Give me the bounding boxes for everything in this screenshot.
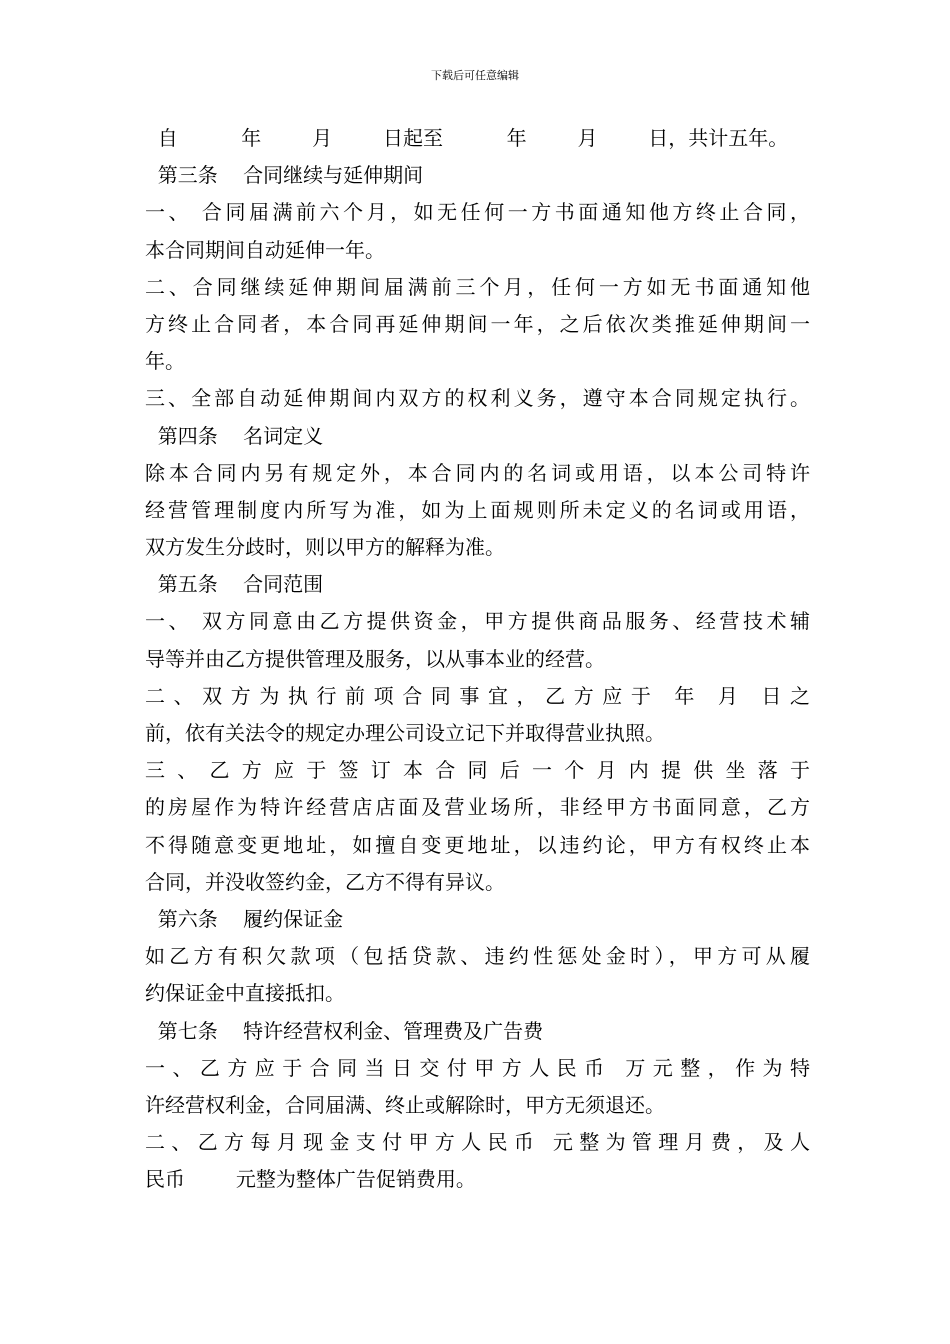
text-line: 的房屋作为特许经营店店面及营业场所，非经甲方书面同意，乙方 [145, 795, 810, 820]
text-line: 二、合同继续延伸期间届满前三个月，任何一方如无书面通知他 [145, 274, 810, 299]
text-line: 第五条 合同范围 [145, 572, 324, 597]
text-line: 年。 [145, 349, 185, 374]
text-line: 二、双方为执行前项合同事宜，乙方应于 年 月 日之 [145, 683, 810, 708]
text-line: 一、乙方应于合同当日交付甲方人民币 万元整，作为特 [145, 1055, 810, 1080]
text-line: 双方发生分歧时，则以甲方的解释为准。 [145, 535, 505, 560]
text-line: 第四条 名词定义 [145, 423, 324, 448]
text-line: 自 年 月 日起至 年 月 日，共计五年。 [145, 126, 789, 150]
text-line: 不得随意变更地址，如擅自变更地址，以违约论，甲方有权终止本 [145, 832, 810, 857]
text-line: 约保证金中直接抵扣。 [145, 981, 345, 1006]
text-line: 三、全部自动延伸期间内双方的权利义务，遵守本合同规定执行。 [145, 386, 810, 411]
text-line: 本合同期间自动延伸一年。 [145, 237, 385, 262]
text-line: 除本合同内另有规定外，本合同内的名词或用语，以本公司特许 [145, 460, 810, 485]
text-line: 导等并由乙方提供管理及服务，以从事本业的经营。 [145, 646, 605, 671]
page-header: 下载后可任意编辑 [431, 69, 519, 82]
text-line: 如乙方有积欠款项（包括贷款、违约性惩处金时），甲方可从履 [145, 944, 810, 969]
text-line: 第三条 合同继续与延伸期间 [145, 163, 424, 188]
text-line: 合同，并没收签约金，乙方不得有异议。 [145, 869, 505, 894]
document-body [145, 120, 810, 1198]
text-line: 民币 元整为整体广告促销费用。 [145, 1167, 476, 1192]
text-line: 三 、 乙 方 应 于 签 订 本 合 同 后 一 个 月 内 提 供 坐 落 于 [145, 758, 810, 783]
text-line: 一、 双方同意由乙方提供资金，甲方提供商品服务、经营技术辅 [145, 609, 810, 634]
text-line: 经营管理制度内所写为准，如为上面规则所未定义的名词或用语， [145, 497, 810, 522]
text-line: 前，依有关法令的规定办理公司设立记下并取得营业执照。 [145, 721, 665, 745]
text-line: 二、乙方每月现金支付甲方人民币 元整为管理月费，及人 [145, 1130, 810, 1155]
text-line: 许经营权利金，合同届满、终止或解除时，甲方无须退还。 [145, 1092, 665, 1117]
text-line: 第七条 特许经营权利金、管理费及广告费 [145, 1018, 544, 1043]
text-line: 一、 合同届满前六个月，如无任何一方书面通知他方终止合同， [145, 200, 810, 225]
text-line: 方终止合同者，本合同再延伸期间一年，之后依次类推延伸期间一 [145, 311, 810, 336]
text-line: 第六条 履约保证金 [145, 906, 344, 931]
